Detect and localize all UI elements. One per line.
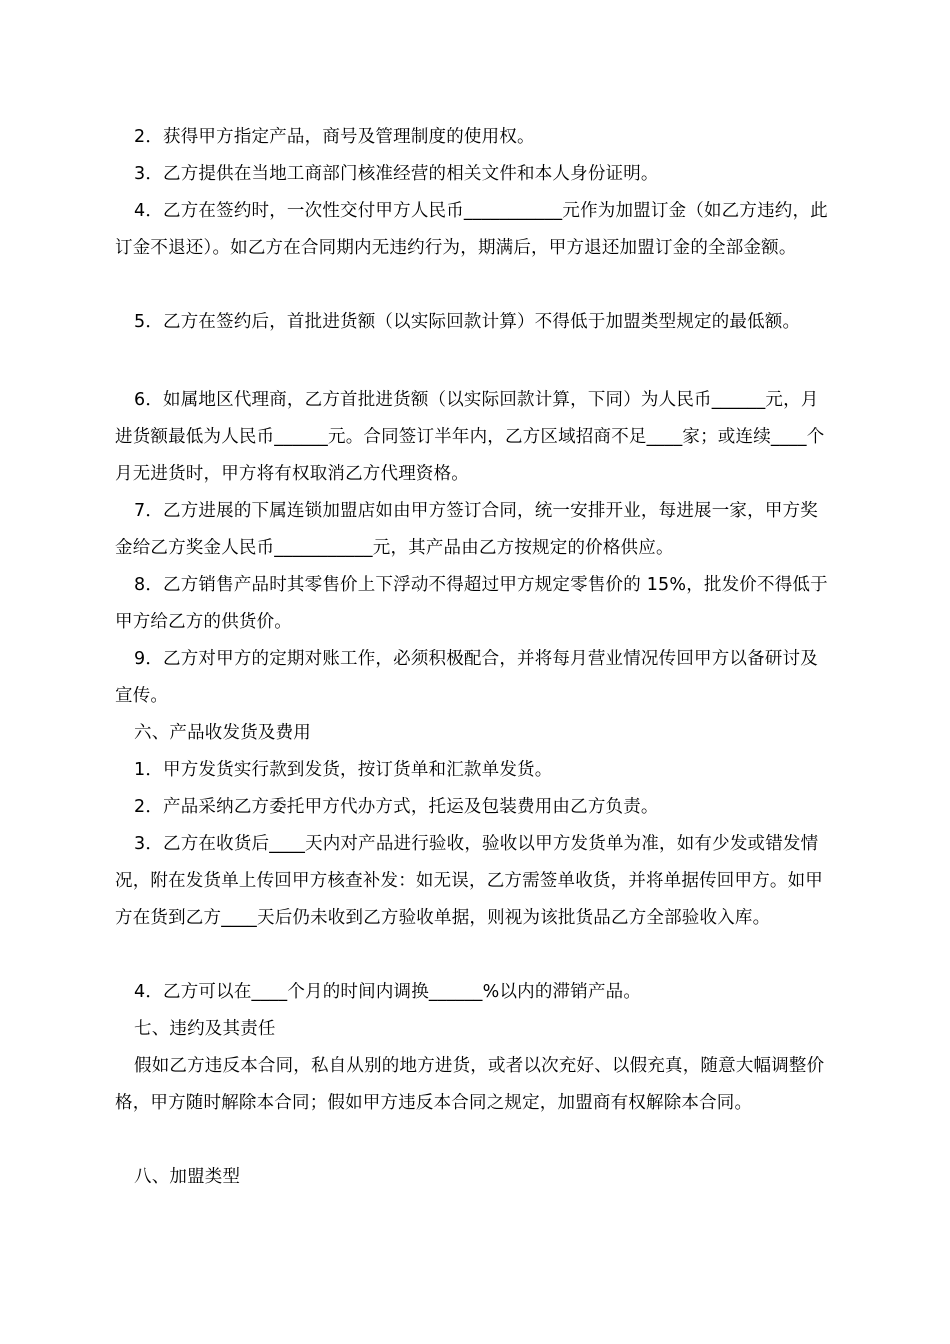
clause-3-documents: 3．乙方提供在当地工商部门核准经营的相关文件和本人身份证明。 (134, 164, 659, 184)
clause-8-retail-price: 8．乙方销售产品时其零售价上下浮动不得超过甲方规定零售价的 15%，批发价不得低于甲方给乙方的供货价。 (115, 575, 828, 632)
clause-2-usage-rights: 2．获得甲方指定产品，商号及管理制度的使用权。 (134, 127, 535, 147)
section-6-clause-3: 3．乙方在收货后____天内对产品进行验收，验收以甲方发货单为准，如有少发或错发情况，附在发货单上传回甲方核查补发：如无误，乙方需签单收货，并将单据传回甲方。如甲方在货到乙方____天后仍未收到乙方验收单据，则视为该批货品乙方全部验收入库。 (115, 834, 823, 928)
clause-4-deposit: 4．乙方在签约时，一次性交付甲方人民币___________元作为加盟订金（如乙方违约，此订金不退还）。如乙方在合同期内无违约行为，期满后，甲方退还加盟订金的全部金额。 (115, 201, 828, 258)
section-7-heading: 七、违约及其责任 (134, 1019, 276, 1039)
section-6-clause-4: 4．乙方可以在____个月的时间内调换______%以内的滞销产品。 (134, 982, 642, 1002)
clause-6-regional-agent: 6．如属地区代理商，乙方首批进货额（以实际回款计算，下同）为人民币______元，月进货额最低为人民币______元。合同签订半年内，乙方区域招商不足____家；或连续____个月无进货时，甲方将有权取消乙方代理资格。 (115, 390, 825, 484)
section-6-heading: 六、产品收发货及费用 (134, 723, 311, 743)
clause-9-reconciliation: 9．乙方对甲方的定期对账工作，必须积极配合，并将每月营业情况传回甲方以备研讨及宣传。 (115, 649, 818, 706)
clause-5-first-purchase: 5．乙方在签约后，首批进货额（以实际回款计算）不得低于加盟类型规定的最低额。 (134, 312, 801, 332)
clause-7-chain-stores: 7．乙方进展的下属连锁加盟店如由甲方签订合同，统一安排开业，每进展一家，甲方奖金给乙方奖金人民币___________元，其产品由乙方按规定的价格供应。 (115, 501, 818, 558)
section-6-clause-1: 1．甲方发货实行款到发货，按订货单和汇款单发货。 (134, 760, 553, 780)
section-7-body: 假如乙方违反本合同，私自从别的地方进货，或者以次充好、以假充真，随意大幅调整价格，甲方随时解除本合同；假如甲方违反本合同之规定，加盟商有权解除本合同。 (115, 1056, 825, 1113)
section-6-clause-2: 2．产品采纳乙方委托甲方代办方式，托运及包装费用由乙方负责。 (134, 797, 659, 817)
section-8-heading: 八、加盟类型 (134, 1167, 241, 1187)
